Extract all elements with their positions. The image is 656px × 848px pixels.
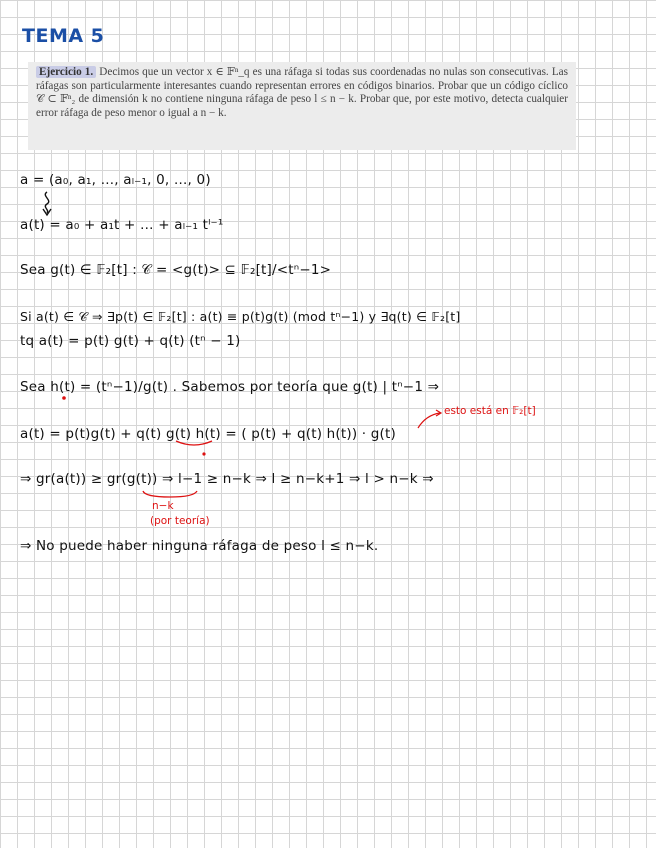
degree-inequality-chain: ⇒ gr(a(t)) ≥ gr(g(t)) ⇒ l−1 ≥ n−k ⇒ l ≥ n−k+1 ⇒ l > n−k ⇒ (20, 471, 434, 487)
exercise-text: Decimos que un vector x ∈ 𝔽ⁿ_q es una ráfaga si todas sus coordenadas no nulas son consecutivas. Las ráfagas son particularmente interesantes cuando representan errores en códigos binarios. Probar que un código cíclico 𝒞 ⊂ 𝔽ⁿ₂ de dimensión k no contiene ninguna ráfaga de peso l ≤ n − k. Probar que, por este motivo, detecta cualquier error ráfaga de peso menor o igual a n − k. (36, 66, 568, 119)
division-identity: tq a(t) = p(t) g(t) + q(t) (tⁿ − 1) (20, 333, 241, 349)
polynomial-definition: a(t) = a₀ + a₁t + … + aₗ₋₁ tˡ⁻¹ (20, 217, 224, 233)
exercise-label: Ejercicio 1. (36, 66, 96, 78)
conclusion-line: ⇒ No puede haber ninguna ráfaga de peso l ≤ n−k. (20, 538, 379, 554)
annotation-in-f2t: esto está en 𝔽₂[t] (444, 405, 536, 417)
annotation-por-teoria: (por teoría) (150, 515, 210, 527)
parity-polynomial-line: Sea h(t) = (tⁿ−1)/g(t) . Sabemos por teoría que g(t) | tⁿ−1 ⇒ (20, 379, 440, 395)
annotation-n-minus-k: n−k (152, 500, 174, 512)
page-title: TEMA 5 (22, 25, 105, 47)
membership-implication: Si a(t) ∈ 𝒞 ⇒ ∃p(t) ∈ 𝔽₂[t] : a(t) ≡ p(t)g(t) (mod tⁿ−1) y ∃q(t) ∈ 𝔽₂[t] (20, 309, 461, 324)
factorization-line: a(t) = p(t)g(t) + q(t) g(t) h(t) = ( p(t) + q(t) h(t)) · g(t) (20, 426, 396, 442)
vector-definition: a = (a₀, a₁, …, aₗ₋₁, 0, …, 0) (20, 172, 211, 188)
generator-statement: Sea g(t) ∈ 𝔽₂[t] : 𝒞 = <g(t)> ⊆ 𝔽₂[t]/<tⁿ−1> (20, 262, 332, 278)
